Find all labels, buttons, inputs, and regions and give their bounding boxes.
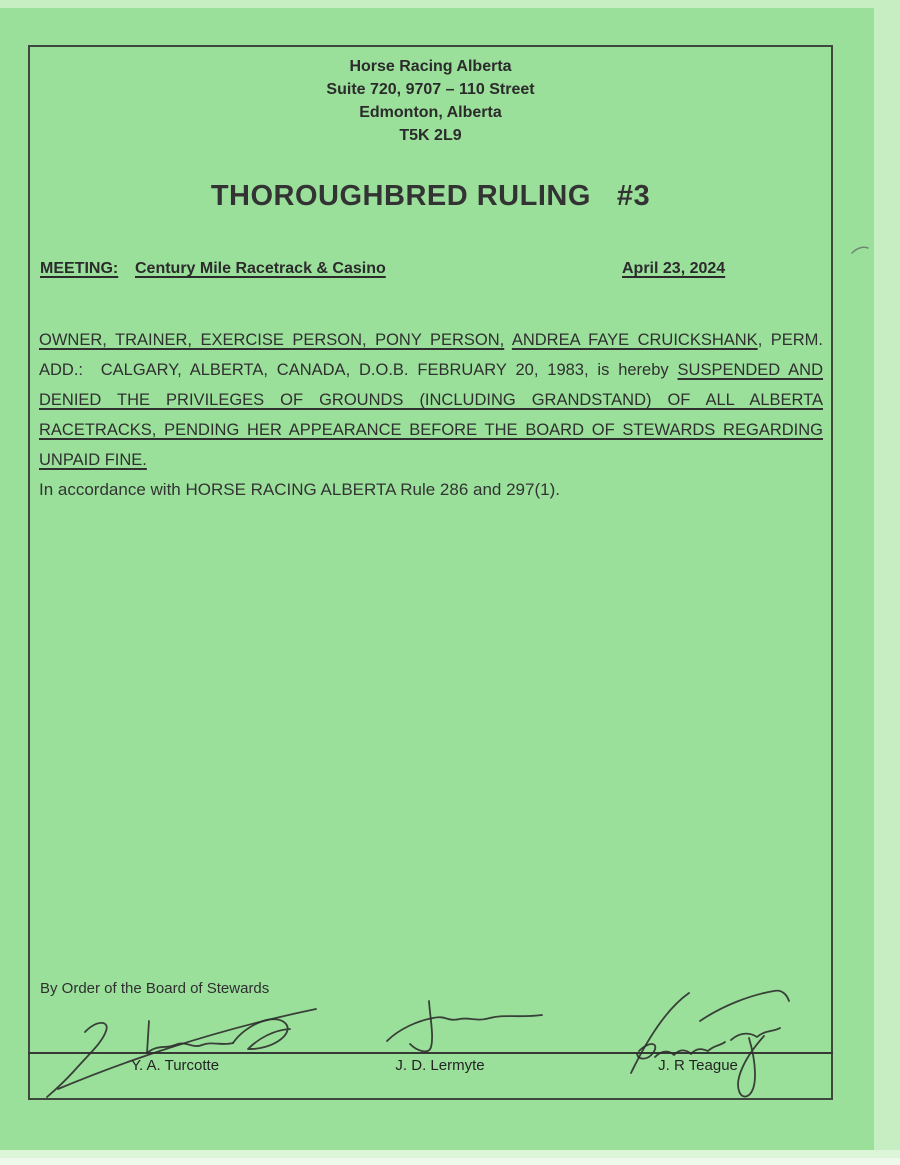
body-line — [39, 385, 823, 415]
ruling-title — [30, 180, 831, 213]
org-postal-code: T5K 2L9 — [399, 127, 462, 144]
meeting-venue: Century Mile Racetrack & Casino — [135, 260, 386, 277]
ruling-body — [39, 325, 823, 475]
pen-mark — [852, 247, 868, 253]
org-address-line1: Suite 720, 9707 – 110 Street — [326, 81, 535, 98]
body-segment: SUSPENDED AND — [677, 361, 824, 379]
scan-edge-top — [0, 0, 900, 8]
accordance-text: In accordance with HORSE RACING ALBERTA Rule 286 and 297(1). — [39, 480, 560, 499]
body-segment — [504, 331, 512, 349]
meeting-row — [30, 260, 831, 284]
signature-rule — [28, 1052, 833, 1054]
body-segment: DENIED THE PRIVILEGES OF GROUNDS (INCLUDING GRANDSTAND) OF ALL ALBERTA — [39, 391, 823, 409]
body-line — [39, 355, 823, 385]
meeting-label: MEETING: — [40, 260, 119, 277]
body-line — [39, 415, 823, 445]
by-order-text: By Order of the Board of Stewards — [40, 980, 270, 997]
org-header — [30, 55, 831, 147]
scan-edge-bottom-light — [0, 1158, 900, 1165]
ruling-number: #3 — [616, 180, 651, 212]
body-segment: UNPAID FINE. — [39, 451, 147, 469]
body-segment: , PERM. — [757, 331, 823, 349]
meeting-date: April 23, 2024 — [622, 260, 726, 277]
signatory-name-turcotte: Y. A. Turcotte — [130, 1057, 220, 1074]
body-line — [39, 445, 823, 475]
body-line — [39, 325, 823, 355]
body-segment: RACETRACKS, PENDING HER APPEARANCE BEFORE THE BOARD OF STEWARDS REGARDING — [39, 421, 823, 439]
body-segment: ANDREA FAYE CRUICKSHANK — [511, 331, 758, 349]
body-segment: OWNER, TRAINER, EXERCISE PERSON, PONY PERSON, — [39, 331, 505, 349]
body-segment: ADD.: CALGARY, ALBERTA, CANADA, D.O.B. FEBRUARY 20, 1983, is hereby — [39, 361, 678, 379]
signatory-name-teague: J. R Teague — [658, 1057, 738, 1074]
ruling-title-text: THOROUGHBRED RULING — [210, 180, 591, 212]
org-address-line2: Edmonton, Alberta — [359, 104, 502, 121]
ruling-border-box — [28, 45, 833, 1100]
org-name: Horse Racing Alberta — [349, 58, 512, 75]
signatory-name-lermyte: J. D. Lermyte — [395, 1057, 485, 1074]
scan-edge-right — [874, 0, 900, 1165]
